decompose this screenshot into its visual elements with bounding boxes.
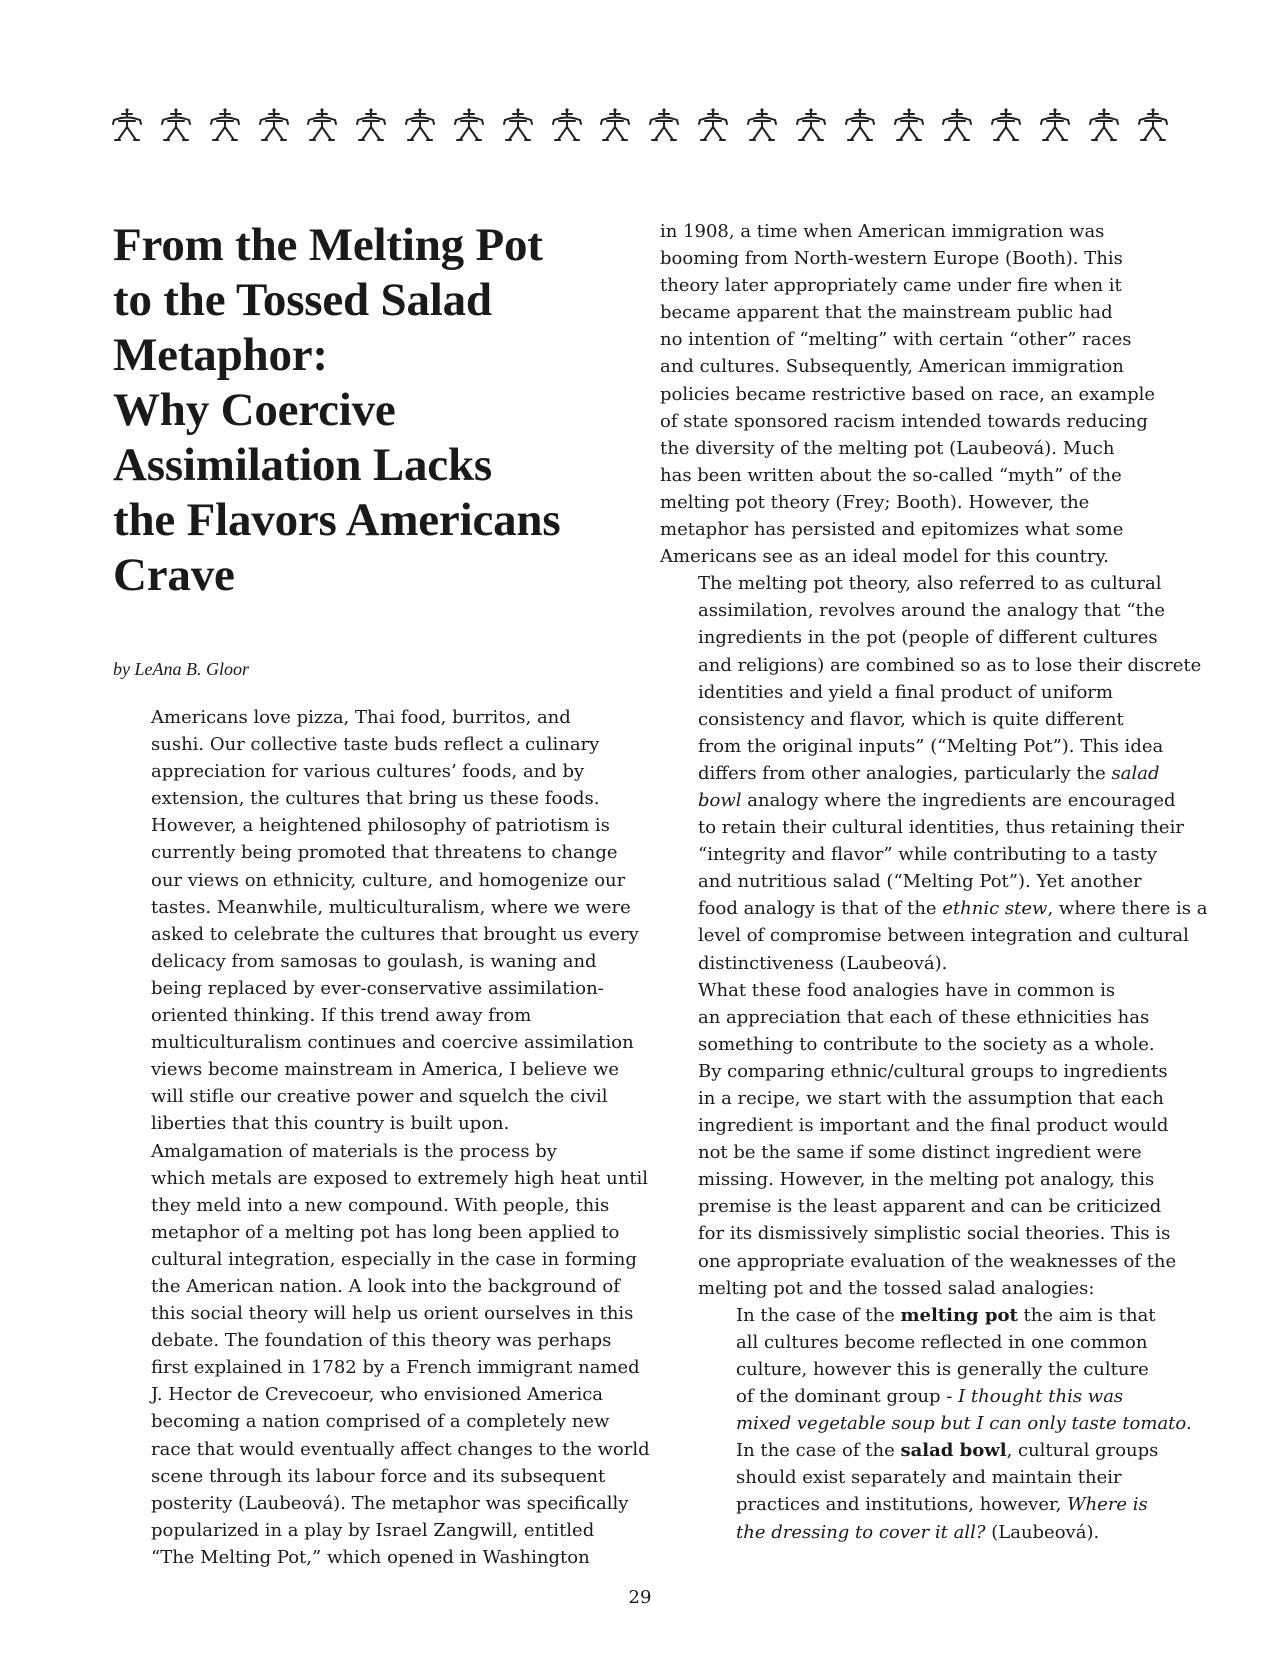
title-line: the Flavors Americans (113, 494, 561, 546)
stick-figure-icon (940, 107, 974, 143)
text-line: policies became restrictive based on race, an example (660, 383, 1156, 405)
text-line: booming from North-western Europe (Booth). This (660, 248, 1123, 270)
text-line: extension, the cultures that bring us these foods. (151, 788, 600, 810)
text-line: delicacy from samosas to goulash, is waning and (151, 950, 597, 972)
text-line: which metals are exposed to extremely high heat until (151, 1167, 649, 1189)
quote-line: all cultures become reflected in one common (736, 1331, 1148, 1353)
article-title (113, 218, 613, 603)
text-line: not be the same if some distinct ingredient were (698, 1142, 1142, 1164)
text-line: liberties that this country is built upon. (151, 1113, 510, 1135)
text-line: multiculturalism continues and coercive assimilation (151, 1032, 634, 1054)
stick-figure-icon (501, 107, 535, 143)
page-number: 29 (628, 1587, 652, 1608)
right-body-text (660, 218, 1208, 1546)
quote-line: practices and institutions, however, Where is (736, 1494, 1148, 1516)
paragraph (660, 570, 1208, 976)
text-line: becoming a nation comprised of a completely new (151, 1411, 610, 1433)
text-line: the American nation. A look into the background of (151, 1275, 620, 1297)
text-line: and nutritious salad (“Melting Pot”). Yet another (698, 871, 1142, 893)
quote-line: should exist separately and maintain their (736, 1467, 1122, 1489)
text-line: J. Hector de Crevecoeur, who envisioned America (151, 1384, 604, 1406)
block-quote (736, 1302, 1192, 1546)
title-line: From the Melting Pot (113, 219, 543, 271)
text-line: missing. However, in the melting pot analogy, this (698, 1169, 1155, 1191)
text-line: Americans love pizza, Thai food, burritos, and (151, 707, 571, 728)
text-line: assimilation, revolves around the analogy that “the (698, 600, 1165, 622)
text-line: they meld into a new compound. With people, this (151, 1194, 610, 1216)
stick-figure-icon (110, 107, 144, 143)
stick-figure-icon (159, 107, 193, 143)
text-line: the diversity of the melting pot (Laubeová). Much (660, 437, 1115, 459)
text-line: “integrity and flavor” while contributing to a tasty (698, 844, 1158, 866)
quote-line: mixed vegetable soup but I can only taste tomato. (736, 1413, 1192, 1435)
stick-figure-icon (208, 107, 242, 143)
text-line: and religions) are combined so as to lose their discrete (698, 654, 1202, 676)
text-line: level of compromise between integration and cultural (698, 925, 1189, 947)
stick-figure-icon (1136, 107, 1170, 143)
text-line: tastes. Meanwhile, multiculturalism, where we were (151, 896, 631, 918)
text-line: in 1908, a time when American immigration was (660, 221, 1105, 242)
text-line: our views on ethnicity, culture, and homogenize our (151, 869, 626, 891)
stick-figure-icon (892, 107, 926, 143)
text-line: food analogy is that of the ethnic stew, where there is a (698, 898, 1208, 920)
text-line: this social theory will help us orient ourselves in this (151, 1303, 634, 1325)
stick-figure-icon (1087, 107, 1121, 143)
text-line: asked to celebrate the cultures that brought us every (151, 923, 639, 945)
text-line: ingredient is important and the final product would (698, 1115, 1169, 1137)
text-line: ingredients in the pot (people of different cultures (698, 627, 1158, 649)
text-line: scene through its labour force and its subsequent (151, 1465, 606, 1487)
italic-term: ethnic stew (942, 898, 1048, 920)
text-line: What these food analogies have in common is (698, 979, 1116, 1001)
text-line: views become mainstream in America, I believe we (151, 1059, 620, 1081)
title-line: to the Tossed Salad (113, 274, 492, 326)
paragraph (113, 1138, 650, 1572)
text-line: from the original inputs” (“Melting Pot”). This idea (698, 735, 1164, 757)
text-line: and cultures. Subsequently, American immigration (660, 356, 1124, 378)
left-column (113, 218, 650, 1571)
stick-figure-icon (1038, 107, 1072, 143)
text-line: will stifle our creative power and squelch the civil (151, 1086, 608, 1108)
text-line: oriented thinking. If this trend away from (151, 1005, 532, 1027)
stick-figure-icon (989, 107, 1023, 143)
title-line: Crave (113, 549, 235, 601)
text-line: in a recipe, we start with the assumption that each (698, 1088, 1164, 1109)
text-line: cultural integration, especially in the case in forming (151, 1248, 637, 1270)
text-line: distinctiveness (Laubeová). (698, 952, 948, 974)
text-line: bowl analogy where the ingredients are encouraged (698, 789, 1176, 811)
text-line: Americans see as an ideal model for this country. (660, 546, 1109, 568)
text-line: posterity (Laubeová). The metaphor was specifically (151, 1492, 629, 1514)
quote-line: In the case of the salad bowl, cultural groups (736, 1440, 1159, 1462)
text-line: identities and yield a final product of uniform (698, 681, 1113, 703)
stick-figure-icon (354, 107, 388, 143)
text-line: Amalgamation of materials is the process by (151, 1140, 557, 1162)
title-line: Metaphor: (113, 329, 328, 381)
title-line: Why Coercive (113, 384, 396, 436)
right-column (660, 218, 1208, 1546)
stick-figure-icon (257, 107, 291, 143)
stick-figure-icon (843, 107, 877, 143)
left-body-text (113, 704, 650, 1571)
text-line: became apparent that the mainstream public had (660, 302, 1113, 324)
text-line: consistency and flavor, which is quite different (698, 708, 1124, 730)
quote-line: of the dominant group - I thought this was (736, 1386, 1124, 1408)
quote-line: In the case of the melting pot the aim is that (736, 1304, 1156, 1326)
paragraph (660, 977, 1177, 1302)
stick-figure-icon (745, 107, 779, 143)
text-line: theory later appropriately came under fire when it (660, 275, 1122, 297)
text-line: premise is the least apparent and can be criticized (698, 1196, 1162, 1218)
text-line: metaphor of a melting pot has long been applied to (151, 1221, 620, 1243)
stick-figure-icon (550, 107, 584, 143)
stick-figure-icon (598, 107, 632, 143)
quote-line: the dressing to cover it all? (Laubeová). (736, 1521, 1100, 1543)
text-line: no intention of “melting” with certain “other” races (660, 329, 1132, 351)
text-line: appreciation for various cultures’ foods, and by (151, 761, 585, 783)
text-line: something to contribute to the society as a whole. (698, 1033, 1155, 1055)
text-line: an appreciation that each of these ethnicities has (698, 1006, 1150, 1028)
ornament-border (110, 105, 1170, 145)
text-line: differs from other analogies, particularly the salad (698, 762, 1160, 784)
quote-line: culture, however this is generally the culture (736, 1358, 1149, 1380)
text-line: has been written about the so-called “myth” of the (660, 464, 1122, 486)
italic-term: bowl (698, 789, 742, 811)
text-line: for its dismissively simplistic social theories. This is (698, 1223, 1171, 1245)
italic-term: salad (1111, 762, 1160, 784)
text-line: popularized in a play by Israel Zangwill, entitled (151, 1519, 595, 1541)
title-line: Assimilation Lacks (113, 439, 492, 491)
text-line: However, a heightened philosophy of patriotism is (151, 815, 610, 837)
text-line: being replaced by ever-conservative assimilation- (151, 977, 604, 999)
stick-figure-icon (305, 107, 339, 143)
text-line: metaphor has persisted and epitomizes what some (660, 519, 1124, 541)
text-line: melting pot and the tossed salad analogies: (698, 1277, 1095, 1299)
text-line: By comparing ethnic/cultural groups to ingredients (698, 1060, 1168, 1082)
text-line: currently being promoted that threatens to change (151, 842, 618, 864)
paragraph (660, 218, 1160, 570)
stick-figure-icon (403, 107, 437, 143)
text-line: debate. The foundation of this theory was perhaps (151, 1330, 612, 1352)
text-line: “The Melting Pot,” which opened in Washington (151, 1546, 590, 1568)
text-line: to retain their cultural identities, thus retaining their (698, 817, 1184, 839)
text-line: race that would eventually affect changes to the world (151, 1438, 650, 1460)
stick-figure-icon (696, 107, 730, 143)
stick-figure-icon (794, 107, 828, 143)
text-line: sushi. Our collective taste buds reflect a culinary (151, 734, 600, 756)
text-line: The melting pot theory, also referred to as cultural (698, 573, 1162, 595)
text-line: first explained in 1782 by a French immigrant named (151, 1357, 640, 1379)
text-line: melting pot theory (Frey; Booth). However, the (660, 491, 1090, 513)
paragraph (113, 704, 639, 1138)
stick-figure-icon (452, 107, 486, 143)
stick-figure-icon (647, 107, 681, 143)
author-byline: by LeAna B. Gloor (113, 659, 249, 679)
text-line: of state sponsored racism intended towards reducing (660, 410, 1148, 432)
text-line: one appropriate evaluation of the weaknesses of the (698, 1250, 1177, 1272)
